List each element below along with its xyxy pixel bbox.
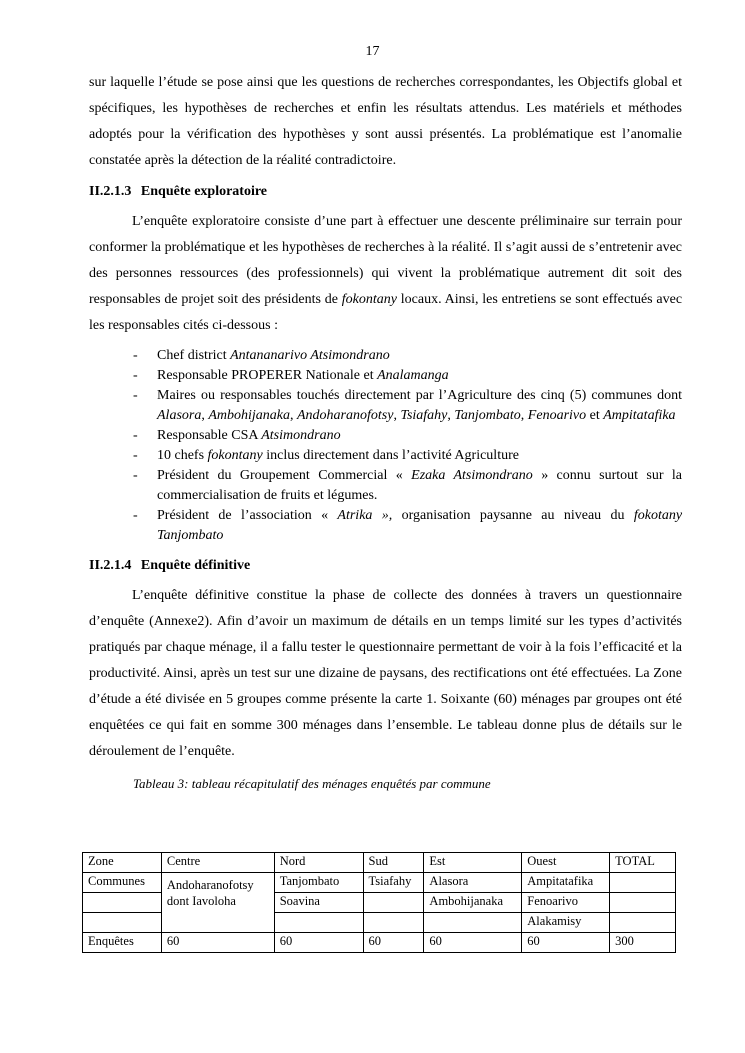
header-cell: Sud bbox=[363, 853, 424, 873]
list-item: - Responsable CSA Atsimondrano bbox=[89, 426, 682, 446]
list-dash: - bbox=[133, 368, 138, 383]
text-line: l’efficacité et la productivité. Ainsi, après un test sur une dizaine de paysans, des rectifications ont bbox=[89, 640, 682, 681]
table-cell bbox=[610, 913, 676, 933]
text-line: s’entretenir avec des personnes ressources (des professionnels) qui vivent la problématique bbox=[89, 240, 682, 281]
list-dash: - bbox=[133, 388, 138, 403]
text-line: global et spécifiques, les hypothèses de recherches et enfin les résultats attendus. Les matériels et bbox=[89, 75, 682, 116]
paragraph-definitive bbox=[89, 583, 682, 765]
table-cell bbox=[83, 893, 162, 913]
text-line: autrement dit soit des responsables de projet soit des présidents de bbox=[89, 266, 682, 307]
survey-summary-table bbox=[82, 852, 676, 953]
list-item: - Responsable PROPERER Nationale et Analamanga bbox=[89, 366, 682, 386]
section-heading-definitive bbox=[89, 556, 682, 576]
table-row-enquetes bbox=[83, 933, 676, 953]
list-item: - Maires ou responsables touchés directement par l’Agriculture des cinq (5) communes dont Alasora, Ambohijanaka, Andoharanofotsy, Tsiafahy, Tanjombato, Fenoarivo et Ampitatafika bbox=[133, 388, 682, 423]
table-cell: Soavina bbox=[274, 893, 363, 913]
text-line: tableau donne plus de détails sur le déroulement de l’enquête. bbox=[89, 718, 683, 759]
table-cell-centre bbox=[161, 873, 274, 933]
cell-line: dont Iavoloha bbox=[166, 894, 236, 908]
section-number: II.2.1.4 bbox=[89, 558, 132, 573]
text-line: L’enquête définitive constitue la phase de collecte des données à travers un questionnaire bbox=[132, 588, 682, 603]
table-cell: 60 bbox=[424, 933, 522, 953]
table-cell bbox=[610, 873, 676, 893]
list-item: - Président de l’association « Atrika », organisation paysanne au niveau du fokotany Tanjombato bbox=[133, 508, 683, 543]
table-cell: 60 bbox=[274, 933, 363, 953]
list-item: - Président du Groupement Commercial « Ezaka Atsimondrano » connu surtout sur la commercialisation de fruits et légumes. bbox=[133, 468, 682, 503]
list-dash: - bbox=[133, 428, 138, 443]
paragraph-intro bbox=[89, 70, 682, 174]
respondents-list bbox=[89, 346, 682, 546]
header-cell: Nord bbox=[274, 853, 363, 873]
text-line: d’enquête (Annexe2). Afin d’avoir un maximum de détails en un temps limité sur les types bbox=[89, 614, 619, 629]
list-dash: - bbox=[133, 508, 138, 523]
table-header-row bbox=[83, 853, 676, 873]
table-cell: 60 bbox=[161, 933, 274, 953]
table-cell bbox=[424, 913, 522, 933]
text-emphasis: fokontany bbox=[341, 292, 397, 307]
list-dash: - bbox=[133, 468, 138, 483]
header-cell: Ouest bbox=[522, 853, 610, 873]
table-cell: Alakamisy bbox=[522, 913, 610, 933]
section-title: Enquête définitive bbox=[140, 558, 251, 573]
section-heading-exploratoire bbox=[89, 182, 682, 202]
table-cell bbox=[363, 913, 424, 933]
table-cell: 60 bbox=[363, 933, 424, 953]
table-cell: Fenoarivo bbox=[522, 893, 610, 913]
text-line: pour conformer la problématique et les hypothèses de recherches à la réalité. Il s’agit aussi de bbox=[89, 214, 683, 255]
table-cell: Tsiafahy bbox=[363, 873, 424, 893]
table-cell: Enquêtes bbox=[83, 933, 162, 953]
list-dash: - bbox=[133, 348, 138, 363]
section-title: Enquête exploratoire bbox=[140, 184, 268, 199]
header-cell: Centre bbox=[161, 853, 274, 873]
text-line: sur laquelle l’étude se pose ainsi que les questions de recherches correspondantes, les Objectifs bbox=[89, 75, 629, 90]
text-line: été effectuées. La Zone d’étude a été divisée en 5 groupes comme présente la carte 1. Soixante (60) bbox=[89, 666, 683, 707]
table-cell: Communes bbox=[83, 873, 162, 893]
page-content bbox=[89, 70, 682, 793]
text-line: l’anomalie constatée après la détection de la réalité contradictoire. bbox=[89, 127, 682, 168]
text-line: entretiens se sont effectués avec les responsables cités ci-dessous : bbox=[89, 292, 683, 333]
header-cell: TOTAL bbox=[610, 853, 676, 873]
table-cell: 60 bbox=[522, 933, 610, 953]
paragraph-exploratoire bbox=[89, 209, 682, 339]
text-line: L’enquête exploratoire consiste d’une part à effectuer une descente préliminaire sur terrain bbox=[132, 214, 652, 229]
table-cell bbox=[83, 913, 162, 933]
table-cell bbox=[363, 893, 424, 913]
header-cell: Est bbox=[424, 853, 522, 873]
table-cell: 300 bbox=[610, 933, 676, 953]
table-cell: Tanjombato bbox=[274, 873, 363, 893]
text-line: ménages par groupes ont été enquêtées ce qui fait en somme 300 ménages dans l’ensemble. Le bbox=[89, 692, 683, 733]
text-line: locaux. Ainsi, les bbox=[400, 292, 498, 307]
list-dash: - bbox=[133, 448, 138, 463]
section-number: II.2.1.3 bbox=[89, 184, 132, 199]
table-cell: Alasora bbox=[424, 873, 522, 893]
page-number: 17 bbox=[365, 44, 380, 59]
list-item: - 10 chefs fokontany inclus directement dans l’activité Agriculture bbox=[89, 446, 682, 466]
cell-line: Andoharanofotsy bbox=[166, 878, 254, 892]
table-cell bbox=[274, 913, 363, 933]
table-row bbox=[83, 873, 676, 893]
table-cell bbox=[610, 893, 676, 913]
text-line: d’activités pratiqués par chaque ménage, il a fallu tester le questionnaire permettant de voir à la fois bbox=[89, 614, 682, 655]
table-caption: Tableau 3: tableau récapitulatif des ménages enquêtés par commune bbox=[133, 776, 491, 791]
text-line: méthodes adoptés pour la vérification des hypothèses y sont aussi présentés. La problématique est bbox=[89, 101, 682, 142]
table-cell: Ambohijanaka bbox=[424, 893, 522, 913]
table-cell: Ampitatafika bbox=[522, 873, 610, 893]
header-cell: Zone bbox=[83, 853, 162, 873]
list-item: - Chef district Antananarivo Atsimondrano bbox=[89, 346, 682, 366]
